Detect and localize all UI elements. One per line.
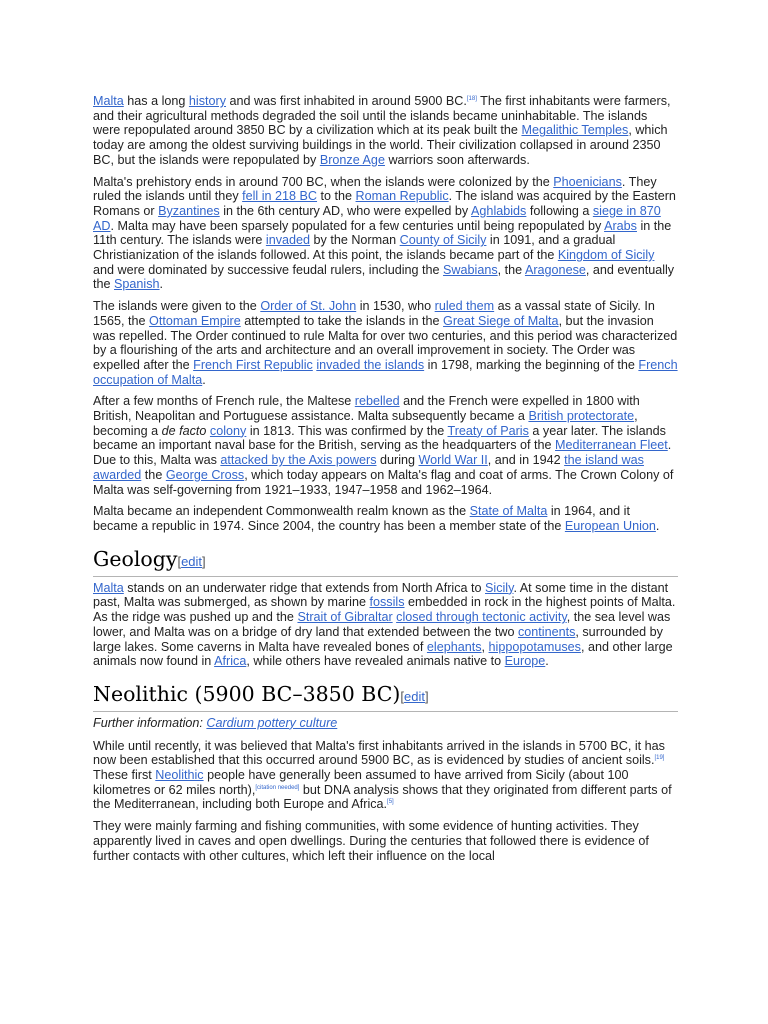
inline-link[interactable]: Order of St. John [260, 299, 357, 314]
text-run: , surrounded by large lakes. Some caverns in Malta have revealed bones of [93, 624, 663, 654]
text-run: warriors soon afterwards. [384, 152, 530, 167]
text-run: has a long [123, 94, 189, 108]
inline-link[interactable]: Great Siege of Malta [443, 313, 559, 328]
text-run: . The island was acquired by the Eastern Romans or [93, 189, 676, 218]
text-run: following a [526, 203, 593, 218]
hatnote-label: Further information: [93, 715, 207, 730]
paragraph [93, 299, 678, 387]
text-run: . [202, 372, 206, 387]
inline-link[interactable]: Strait of Gibraltar [297, 610, 393, 625]
inline-link[interactable]: European Union [564, 518, 656, 533]
inline-link[interactable]: elephants [426, 639, 482, 654]
text-run: , and in 1942 [487, 453, 565, 468]
inline-link[interactable]: siege in 870 AD [93, 203, 661, 233]
text-run: and was first inhabited in around 5900 BC. [226, 94, 467, 108]
text-run: by the Norman [310, 233, 400, 248]
inline-link[interactable]: hippopotamuses [488, 639, 581, 654]
text-run: in the 6th century AD, who were expelled by [219, 203, 472, 218]
text-run: Malta's prehistory ends in around 700 BC, when the islands were colonized by the [93, 174, 554, 189]
inline-link[interactable]: closed through tectonic activity [396, 610, 567, 625]
section-heading [93, 681, 678, 712]
hatnote [93, 716, 678, 731]
inline-link[interactable]: Megalithic Temples [521, 123, 629, 138]
paragraph [93, 581, 678, 669]
inline-link[interactable]: Arabs [604, 218, 637, 233]
text-run: While until recently, it was believed that Malta's first inhabitants arrived in the islands in 5700 BC, it has now been established that this occurred around 5900 BC, as is evidenced by studies of ancient soils. [93, 738, 665, 768]
text-run: , while others have revealed animals native to [246, 654, 505, 669]
inline-link[interactable]: Mediterranean Fleet [555, 438, 668, 453]
inline-link[interactable]: fell in 218 BC [242, 189, 318, 204]
text-run: during [376, 453, 419, 468]
text-run: The islands were given to the [93, 299, 261, 314]
inline-link[interactable]: Roman Republic [355, 189, 449, 204]
text-run: in 1813. This was confirmed by the [246, 423, 448, 438]
text-run: , the sea level was lower, and Malta was on a bridge of dry land that extended between the two [93, 610, 671, 639]
reference-superscript[interactable]: [18] [466, 95, 477, 102]
inline-link[interactable]: Swabians [443, 262, 498, 277]
edit-section: [edit] [400, 688, 429, 704]
inline-link[interactable]: attacked by the Axis powers [220, 453, 377, 468]
reference-superscript[interactable]: [citation needed] [255, 784, 300, 791]
text-run: the [141, 467, 166, 482]
inline-link[interactable]: State of Malta [469, 504, 548, 519]
inline-link[interactable]: Sicily [485, 580, 514, 595]
inline-link[interactable]: Bronze Age [319, 152, 385, 167]
text-run: as a vassal state of Sicily. In 1565, the [93, 299, 655, 328]
text-run: . Malta may have been sparsely populated for a few centuries until being repopulated by [110, 218, 605, 233]
text-run: , and other large animals now found in [93, 639, 673, 669]
inline-link[interactable]: Phoenicians [553, 174, 622, 189]
inline-link[interactable]: Europe [504, 654, 546, 669]
paragraph [93, 739, 678, 813]
inline-link[interactable]: Ottoman Empire [149, 313, 241, 328]
inline-link[interactable]: French occupation of Malta [93, 357, 678, 387]
inline-link[interactable]: Spanish [114, 277, 160, 292]
inline-link[interactable]: invaded the islands [316, 357, 425, 372]
text-run: stands on an underwater ridge that extends from North Africa to [123, 580, 486, 595]
text-run: . At some time in the distant past, Malta was submerged, as shown by marine [93, 580, 669, 610]
text-run: Malta became an independent Commonwealth realm known as the [93, 504, 470, 519]
inline-link[interactable]: Byzantines [158, 203, 220, 218]
inline-link[interactable]: the island was awarded [93, 453, 644, 482]
text-run: The first inhabitants were farmers, and their agricultural methods degraded the soil until the islands became uninhabitable. The islands were repopulated around 3850 BC by a civilization which at its peak built the [93, 94, 671, 138]
inline-link[interactable]: fossils [369, 595, 405, 610]
paragraph [93, 94, 678, 168]
text-run: , the [497, 262, 525, 277]
text-run: a year later. The islands became an important naval base for the British, serving as the headquarters of the [93, 423, 666, 453]
inline-link[interactable]: history [188, 94, 227, 108]
text-run: . They ruled the islands until they [93, 174, 657, 204]
text-run: . [545, 654, 549, 669]
text-run: in the 11th century. The islands were [93, 218, 672, 248]
inline-link[interactable]: Aragonese [524, 262, 586, 277]
inline-link[interactable]: Kingdom of Sicily [557, 248, 655, 263]
text-run: people have generally been assumed to have arrived from Sicily (about 100 kilometres or 62 miles north), [93, 768, 629, 797]
inline-link[interactable]: Malta [93, 94, 124, 108]
paragraph [93, 394, 678, 497]
text-run: , which today appears on Malta's flag and coat of arms. The Crown Colony of Malta was self-governing from 1921–1933, 1947–1958 and 1962–1964. [93, 467, 674, 497]
text-run: . [655, 518, 660, 533]
section-heading [93, 546, 678, 577]
article-body [93, 94, 678, 870]
inline-link[interactable]: George Cross [165, 467, 245, 482]
inline-link[interactable]: Aghlabids [471, 203, 527, 218]
section-heading-text: Geology [93, 546, 178, 571]
text-run: and the French were expelled in 1800 with British, Neapolitan and Portuguese assistance. Malta subsequently became a [93, 394, 640, 424]
edit-section: [edit] [177, 553, 206, 569]
inline-link[interactable]: British protectorate [528, 409, 635, 424]
text-run: in 1530, who [356, 299, 435, 314]
text-run: After a few months of French rule, the Maltese [93, 394, 355, 409]
text-run: in 1091, and a gradual Christianization of the islands followed. At this point, the islands became part of the [93, 233, 616, 263]
paragraph [93, 819, 678, 863]
text-run: These first [93, 768, 156, 783]
text-run: but DNA analysis shows that they originated from different parts of the Mediterranean, including both Europe and Africa. [93, 782, 672, 812]
text-run: to the [317, 189, 356, 204]
inline-link[interactable]: rebelled [354, 394, 400, 409]
text-run: in 1798, marking the beginning of the [424, 357, 639, 372]
inline-link[interactable]: Neolithic [155, 768, 204, 783]
italic-text: de facto [161, 423, 207, 438]
text-run: They were mainly farming and fishing communities, with some evidence of hunting activities. They apparently lived in caves and open dwellings. During the centuries that followed there is evidence of further contacts with other cultures, which left their influence on the local [93, 819, 649, 863]
reference-superscript[interactable]: [5] [387, 799, 394, 806]
inline-link[interactable]: Malta [93, 580, 124, 595]
text-run: and were dominated by successive feudal rulers, including the [93, 262, 444, 277]
inline-link[interactable]: French First Republic [193, 357, 313, 372]
inline-link[interactable]: colony [209, 423, 247, 438]
edit-link[interactable]: edit [181, 553, 203, 569]
text-run: , and eventually the [93, 262, 675, 292]
inline-link[interactable]: invaded [265, 233, 311, 248]
inline-link[interactable]: World War II [418, 453, 488, 468]
text-run: , becoming a [93, 409, 638, 438]
inline-link[interactable]: Africa [214, 654, 247, 669]
section-heading-text: Neolithic (5900 BC–3850 BC) [93, 681, 401, 706]
edit-link[interactable]: edit [404, 688, 425, 704]
inline-link[interactable]: ruled them [434, 299, 495, 314]
paragraph [93, 504, 678, 533]
text-run: attempted to take the islands in the [240, 313, 444, 328]
inline-link[interactable]: continents [517, 624, 576, 639]
inline-link[interactable]: County of Sicily [399, 233, 487, 248]
text-run: , which today are among the oldest surviving buildings in the world. Their civilization collapsed in around 2350 BC, but the islands were repopulated by [93, 123, 668, 167]
inline-link[interactable]: Treaty of Paris [447, 423, 529, 438]
text-run: in 1964, and it became a republic in 1974. Since 2004, the country has been a member state of the [93, 504, 630, 533]
text-run: . [159, 277, 164, 292]
text-run: embedded in rock in the highest points of Malta. As the ridge was pushed up and the [93, 595, 676, 625]
text-run: , but the invasion was repelled. The Order continued to rule Malta for over two centuries, and this period was characterized by a flourishing of the arts and architecture and an overall improvement in society. The Order was expelled after the [93, 313, 678, 372]
paragraph [93, 175, 678, 293]
text-run: . Due to this, Malta was [93, 438, 672, 468]
text-run: , [481, 639, 489, 654]
reference-superscript[interactable]: [19] [654, 755, 665, 762]
hatnote-link[interactable]: Cardium pottery culture [206, 715, 338, 730]
